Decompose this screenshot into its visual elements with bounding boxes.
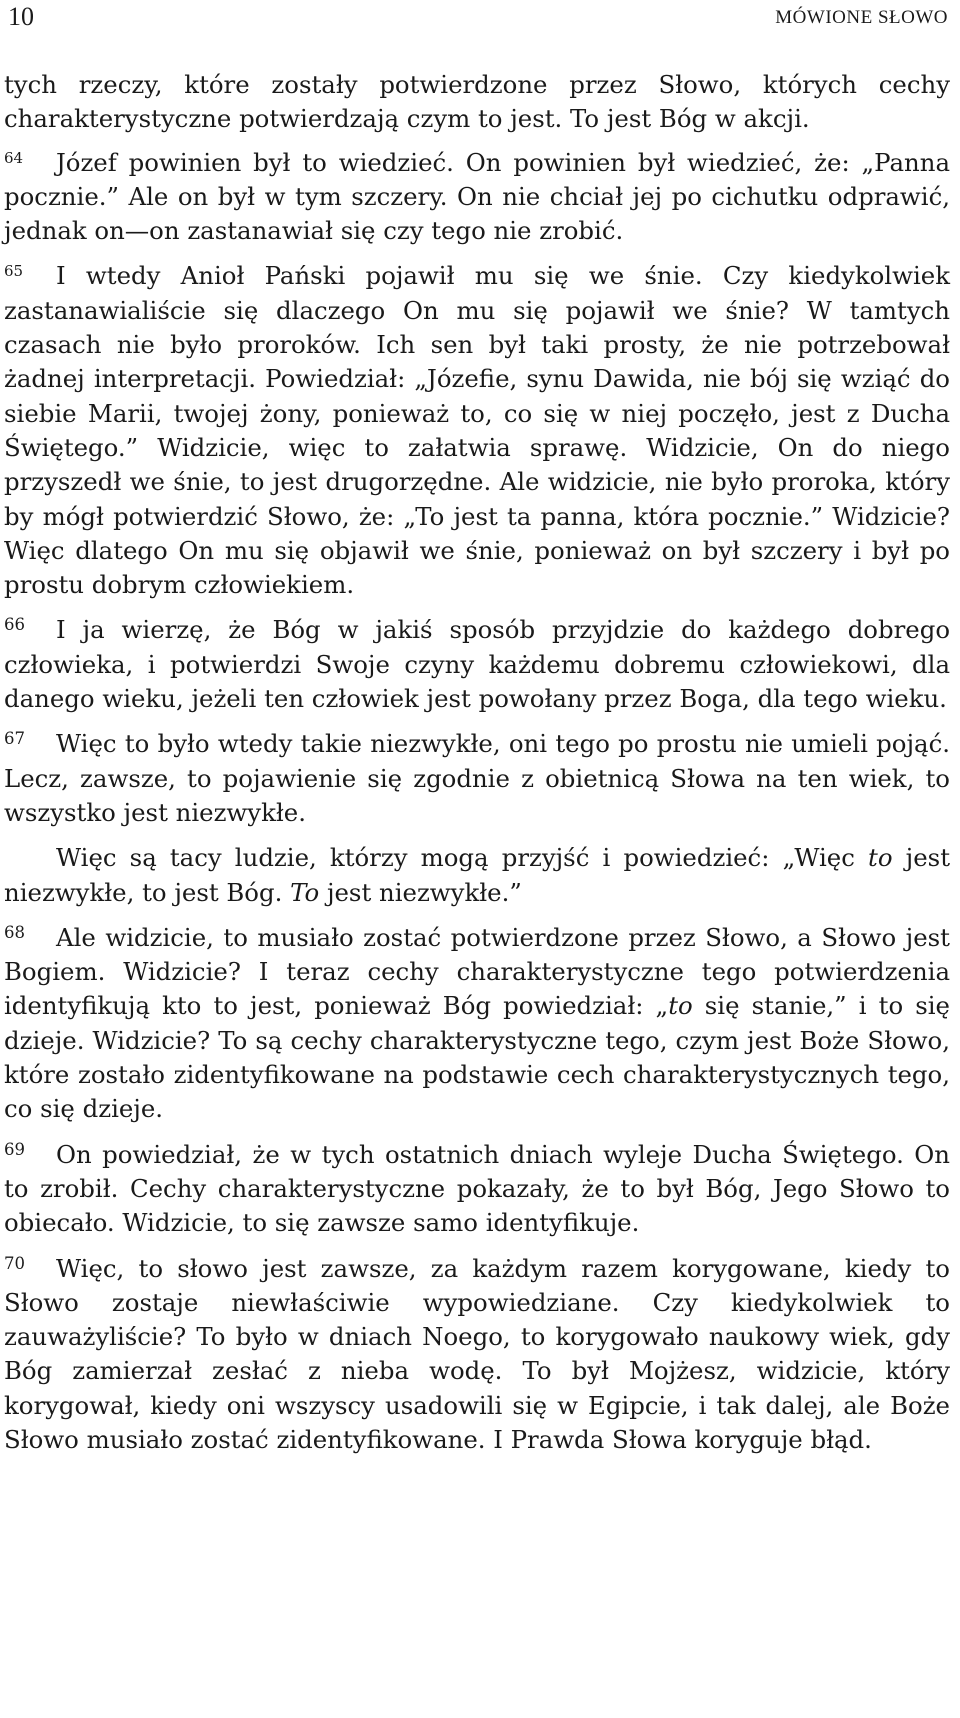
paragraph-67: 67 Więc to było wtedy takie niezwykłe, oni tego po prostu nie umieli pojąć. Lecz, zawsze, to pojawienie się zgodnie z obietnicą Słowa na ten wiek, to wszystko jest niezwykłe. bbox=[4, 729, 950, 827]
body-text bbox=[4, 68, 950, 1457]
paragraph-text: jest niezwykłe, to jest Bóg. bbox=[4, 843, 950, 907]
paragraph-text: jest niezwykłe.” bbox=[319, 877, 522, 907]
paragraph-text: Ale widzicie, to musiało zostać potwierdzone przez Słowo, a Słowo jest Bogiem. Widzicie? I teraz cechy charakterystyczne tego potwierdzenia identyfikują kto to jest, ponieważ Bóg powiedział: „ bbox=[4, 922, 950, 1021]
page-number: 10 bbox=[8, 2, 34, 31]
paragraph-text: Więc to było wtedy takie niezwykłe, oni tego po prostu nie umieli pojąć. Lecz, zawsze, to pojawienie się zgodnie z obietnicą Słowa na ten wiek, to wszystko jest niezwykłe. bbox=[4, 729, 950, 827]
paragraph-text: tych rzeczy, które zostały potwierdzone przez Słowo, których cechy charakterystyczne potwierdzają czym to jest. To jest Bóg w akcji. bbox=[4, 70, 950, 134]
paragraph-text: On powiedział, że w tych ostatnich dniach wyleje Ducha Świętego. On to zrobił. Cechy charakterystyczne pokazały, że to był Bóg, Jego Słowo to obiecało. Widzicie, to się zawsze samo identyfikuje. bbox=[4, 1139, 950, 1238]
paragraph-text: Józef powinien był to wiedzieć. On powinien był wiedzieć, że: „Panna pocznie.” Ale on był w tym szczery. On nie chciał jej po cichutku odprawić, jednak on—on zastanawiał się czy tego nie zrobić. bbox=[4, 147, 950, 246]
paragraph bbox=[4, 841, 950, 910]
paragraph-65: 65 I wtedy Anioł Pański pojawił mu się we śnie. Czy kiedykolwiek zastanawialiście się dlaczego On mu się pojawił we śnie? W tamtych czasach nie było proroków. Ich sen był taki prosty, że nie potrzebował żadnej interpretacji. Powiedział: „Józefie, synu Dawida, nie bój się wziąć do siebie Marii, twojej żony, ponieważ to, co się w niej poczęło, jest z Ducha Świętego.” Widzicie, więc to załatwia sprawę. Widzicie, On do niego przyszedł we śnie, to jest drugorzędne. Ale widzicie, nie było proroka, który by mógł potwierdzić Słowo, że: „To jest ta panna, która pocznie.” Widzicie? Więc dlatego On mu się objawił we śnie, ponieważ on był szczery i był po prostu dobrym człowiekiem. bbox=[4, 261, 950, 600]
paragraph-text: I wtedy Anioł Pański pojawił mu się we śnie. Czy kiedykolwiek zastanawialiście się dlaczego On mu się pojawił we śnie? W tamtych czasach nie było proroków. Ich sen był taki prosty, że nie potrzebował żadnej interpretacji. Powiedział: „Józefie, synu Dawida, nie bój się wziąć do siebie Marii, twojej żony, ponieważ to, co się w niej poczęło, jest z Ducha Świętego.” Widzicie, więc to załatwia sprawę. Widzicie, On do niego przyszedł we śnie, to jest drugorzędne. Ale widzicie, nie było proroka, który by mógł potwierdzić Słowo, że: „To jest ta panna, która pocznie.” Widzicie? Więc dlatego On mu się objawił we śnie, ponieważ on był szczery i był po prostu dobrym człowiekiem. bbox=[4, 261, 950, 600]
paragraph-68: 68 Ale widzicie, to musiało zostać potwierdzone przez Słowo, a Słowo jest Bogiem. Widzicie? I teraz cechy charakterystyczne tego potwierdzenia identyfikują kto to jest, ponieważ Bóg powiedział: „to się stanie,” i to się dzieje. Widzicie? To są cechy charakterystyczne tego, czym jest Boże Słowo, które zostało zidentyfikowane na podstawie cech charakterystycznych tego, co się dzieje. bbox=[4, 922, 950, 1124]
paragraph-64: 64 Józef powinien był to wiedzieć. On powinien był wiedzieć, że: „Panna pocznie.” Ale on był w tym szczery. On nie chciał jej po cichutku odprawić, jednak on—on zastanawiał się czy tego nie zrobić. bbox=[4, 147, 950, 246]
paragraph-text: Więc są tacy ludzie, którzy mogą przyjść i powiedzieć: „Więc bbox=[56, 843, 869, 873]
running-title: MÓWIONE SŁOWO bbox=[775, 7, 948, 28]
paragraph-text: I ja wierzę, że Bóg w jakiś sposób przyjdzie do każdego dobrego człowieka, i potwierdzi Swoje czyny każdemu dobremu człowiekowi, dla danego wieku, jeżeli ten człowiek jest powołany przez Boga, dla tego wieku. bbox=[4, 615, 950, 714]
emphasis-text: to bbox=[868, 843, 893, 873]
paragraph-70: 70 Więc, to słowo jest zawsze, za każdym razem korygowane, kiedy to Słowo zostaje niewłaściwie wypowiedziane. Czy kiedykolwiek to zauważyliście? To było w dniach Noego, to korygowało naukowy wiek, gdy Bóg zamierzał zesłać z nieba wodę. To był Mojżesz, widzicie, który korygował, kiedy oni wszyscy usadowili się w Egipcie, i tak dalej, ale Boże Słowo musiało zostać zidentyfikowane. I Prawda Słowa koryguje błąd. bbox=[4, 1253, 950, 1454]
paragraph-text: Więc, to słowo jest zawsze, za każdym razem korygowane, kiedy to Słowo zostaje niewłaściwie wypowiedziane. Czy kiedykolwiek to zauważyliście? To było w dniach Noego, to korygowało naukowy wiek, gdy Bóg zamierzał zesłać z nieba wodę. To był Mojżesz, widzicie, który korygował, kiedy oni wszyscy usadowili się w Egipcie, i tak dalej, ale Boże Słowo musiało zostać zidentyfikowane. I Prawda Słowa koryguje błąd. bbox=[4, 1253, 950, 1454]
paragraph-66: 66 I ja wierzę, że Bóg w jakiś sposób przyjdzie do każdego dobrego człowieka, i potwierdzi Swoje czyny każdemu dobremu człowiekowi, dla danego wieku, jeżeli ten człowiek jest powołany przez Boga, dla tego wieku. bbox=[4, 615, 950, 714]
emphasis-text: To bbox=[290, 877, 320, 907]
paragraph bbox=[4, 68, 950, 137]
paragraph-69: 69 On powiedział, że w tych ostatnich dniach wyleje Ducha Świętego. On to zrobił. Cechy charakterystyczne pokazały, że to był Bóg, Jego Słowo to obiecało. Widzicie, to się zawsze samo identyfikuje. bbox=[4, 1139, 950, 1238]
paragraph-text: się stanie,” i to się dzieje. Widzicie? To są cechy charakterystyczne tego, czym jest Boże Słowo, które zostało zidentyfikowane na podstawie cech charakterystycznych tego, co się dzieje. bbox=[4, 991, 950, 1124]
emphasis-text: to bbox=[668, 991, 693, 1021]
page-header bbox=[4, 0, 954, 36]
